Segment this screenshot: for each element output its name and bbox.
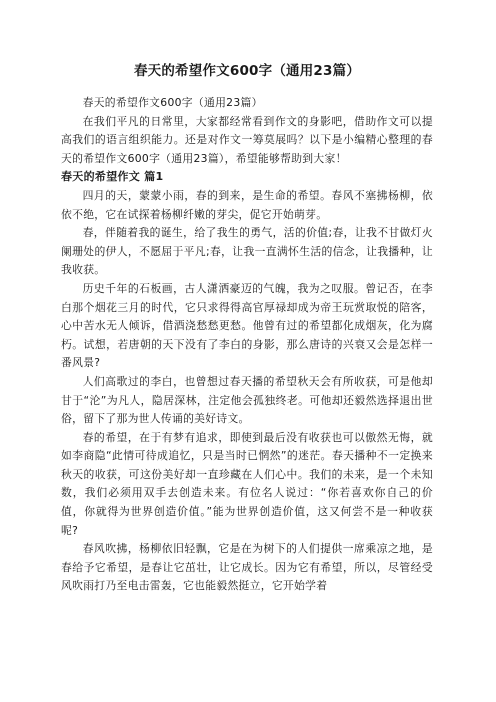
- body-paragraph-2: 春，伴随着我的诞生，给了我生的勇气，活的价值;春，让我不甘做灯火阑珊处的伊人，不愿屈于平凡;春，让我一直满怀生活的信念，让我播种，让我收获。: [61, 226, 433, 277]
- body-paragraph-1: 四月的天，蒙蒙小雨，春的到来，是生命的希望。春风不塞拂杨柳，依依不绝，它在试探着杨柳纤嫩的芽尖，促它开始萌芽。: [61, 188, 433, 221]
- body-paragraph-6: 春风吹拂，杨柳依旧轻飘，它是在为树下的人们提供一席乘凉之地，是春给予它希望，是春让它茁壮，让它成长。因为它有希望，所以，尽管经受风吹雨打乃至电击雷轰，它也能毅然挺立，它开始学着: [61, 542, 433, 593]
- body-paragraph-4: 人们高歌过的李白，也曾想过春天播的希望秋天会有所收获，可是他却甘于“沦”为凡人，隐居深林，注定他会孤独终老。可他却还毅然选择退出世俗，留下了那为世人传诵的美好诗文。: [61, 374, 433, 426]
- intro-title-line: 春天的希望作文600字（通用23篇）: [82, 96, 263, 109]
- document-page: [61, 62, 433, 596]
- document-title: 春天的希望作文600字（通用23篇）: [133, 63, 361, 79]
- section-heading: 春天的希望作文 篇1: [61, 170, 164, 184]
- body-paragraph-5: 春的希望，在于有梦有追求，即使到最后没有收获也可以傲然无悔，就如李商隐“此情可待成追忆，只是当时已惘然”的迷茫。春天播种不一定换来秋天的收获，可这份美好却一直珍藏在人们心中。我们的未来，是一个未知数，我们必须用双手去创造未来。有位名人说过：“你若喜欢你自己的价值，你就得为世界创造价值。”能为世界创造价值，这又何尝不是一种收获呢?: [61, 430, 433, 537]
- intro-paragraph: 在我们平凡的日常里，大家都经常看到作文的身影吧，借助作文可以提高我们的语言组织能力。还是对作文一筹莫展吗？以下是小编精心整理的春天的希望作文600字（通用23篇），希望能够帮助到大家！: [61, 114, 433, 165]
- body-paragraph-3: 历史千年的石板画，古人潇洒豪迈的气魄，我为之叹服。曾记否，在李白那个烟花三月的时代，它只求得得高官厚禄却成为帝王玩赏取悦的陪客，心中苦水无人倾诉，借酒浇愁愁更愁。他曾有过的希望都化成烟灰，化为腐朽。试想，若唐朝的天下没有了李白的身影，那么唐诗的兴衰又会是怎样一番风景?: [61, 281, 433, 370]
